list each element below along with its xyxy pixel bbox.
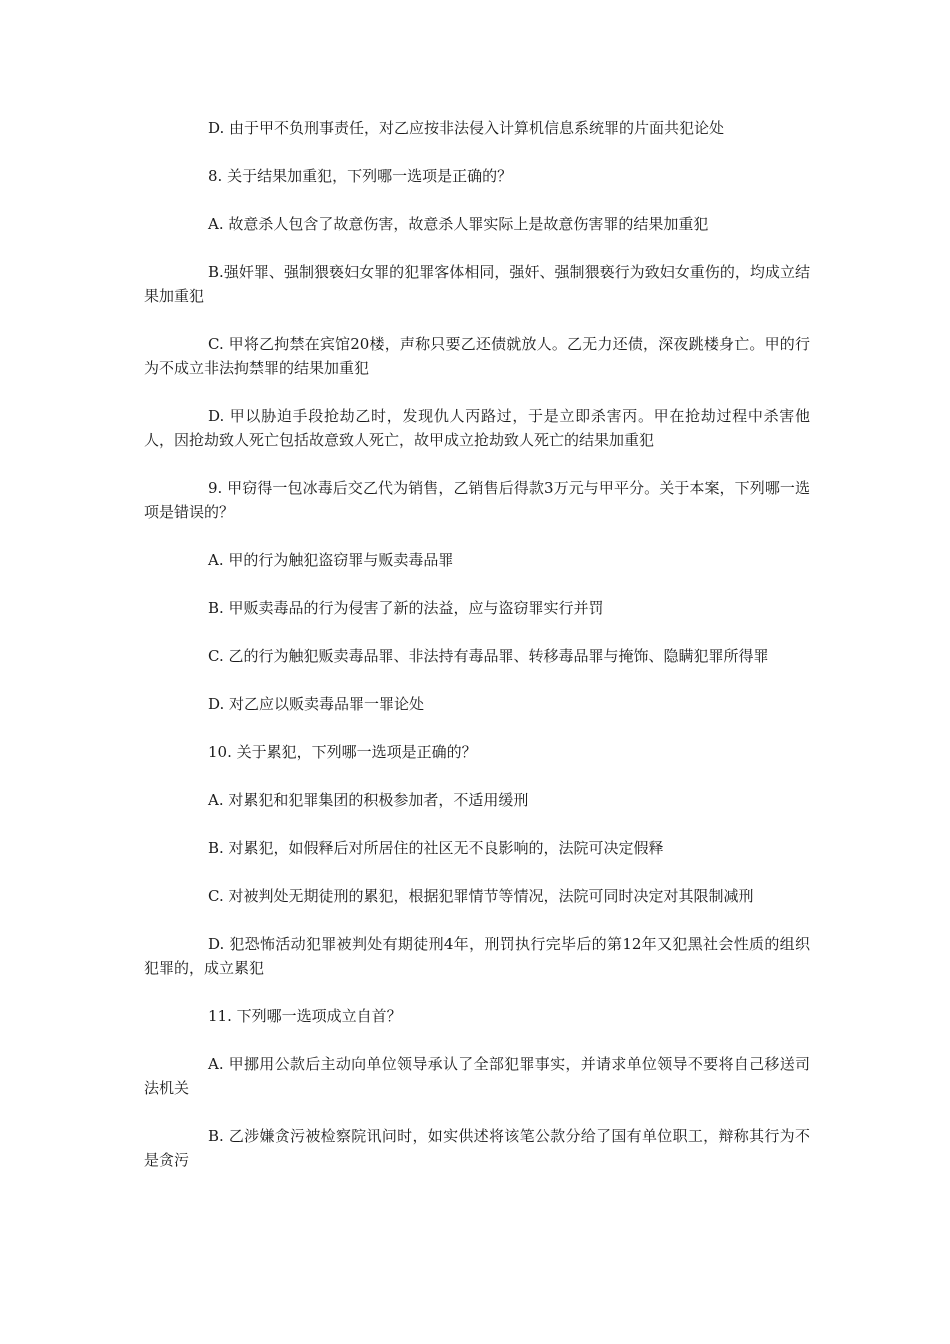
option-a-q11: A. 甲挪用公款后主动向单位领导承认了全部犯罪事实，并请求单位领导不要将自己移送司法机关 bbox=[144, 1055, 810, 1097]
option-c-q8: C. 甲将乙拘禁在宾馆20楼，声称只要乙还债就放人。乙无力还债，深夜跳楼身亡。甲的行为不成立非法拘禁罪的结果加重犯 bbox=[144, 335, 810, 377]
option-a-q9: A. 甲的行为触犯盗窃罪与贩卖毒品罪 bbox=[208, 551, 454, 569]
option-a-q8: A. 故意杀人包含了故意伤害，故意杀人罪实际上是故意伤害罪的结果加重犯 bbox=[208, 215, 709, 233]
option-b-q9: B. 甲贩卖毒品的行为侵害了新的法益，应与盗窃罪实行并罚 bbox=[208, 599, 604, 617]
option-d-q9: D. 对乙应以贩卖毒品罪一罪论处 bbox=[208, 695, 425, 713]
option-c-q10: C. 对被判处无期徒刑的累犯，根据犯罪情节等情况，法院可同时决定对其限制减刑 bbox=[208, 887, 754, 905]
option-a-q10: A. 对累犯和犯罪集团的积极参加者，不适用缓刑 bbox=[208, 791, 529, 809]
question-10: 10. 关于累犯，下列哪一选项是正确的？ bbox=[208, 743, 477, 761]
question-11: 11. 下列哪一选项成立自首？ bbox=[208, 1007, 402, 1025]
option-d-q7: D. 由于甲不负刑事责任，对乙应按非法侵入计算机信息系统罪的片面共犯论处 bbox=[208, 119, 725, 137]
document-body bbox=[144, 116, 810, 1196]
option-b-q11: B. 乙涉嫌贪污被检察院讯问时，如实供述将该笔公款分给了国有单位职工，辩称其行为不是贪污 bbox=[144, 1127, 810, 1169]
option-b-q8: B.强奸罪、强制猥亵妇女罪的犯罪客体相同，强奸、强制猥亵行为致妇女重伤的，均成立结果加重犯 bbox=[144, 263, 810, 305]
option-d-q8: D. 甲以胁迫手段抢劫乙时，发现仇人丙路过，于是立即杀害丙。甲在抢劫过程中杀害他人，因抢劫致人死亡包括故意致人死亡，故甲成立抢劫致人死亡的结果加重犯 bbox=[144, 407, 810, 449]
option-b-q10: B. 对累犯，如假释后对所居住的社区无不良影响的，法院可决定假释 bbox=[208, 839, 664, 857]
question-8: 8. 关于结果加重犯，下列哪一选项是正确的？ bbox=[208, 167, 513, 185]
question-9: 9. 甲窃得一包冰毒后交乙代为销售，乙销售后得款3万元与甲平分。关于本案，下列哪一选项是错误的？ bbox=[144, 479, 810, 521]
option-c-q9: C. 乙的行为触犯贩卖毒品罪、非法持有毒品罪、转移毒品罪与掩饰、隐瞒犯罪所得罪 bbox=[208, 647, 769, 665]
option-d-q10: D. 犯恐怖活动犯罪被判处有期徒刑4年，刑罚执行完毕后的第12年又犯黑社会性质的组织犯罪的，成立累犯 bbox=[144, 935, 810, 977]
